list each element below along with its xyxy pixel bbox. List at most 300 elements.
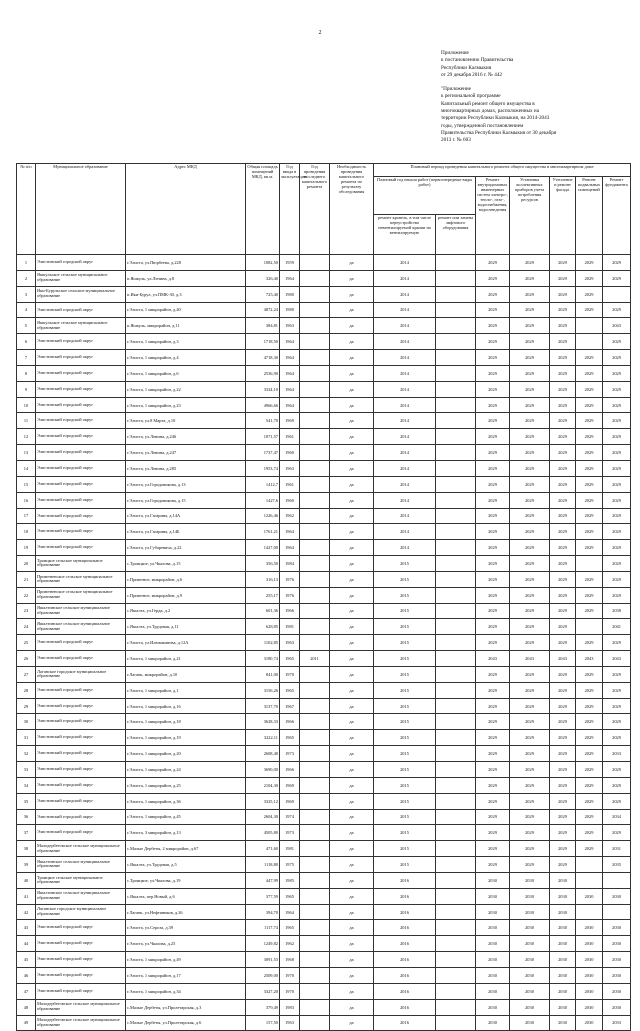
cell-year-last-repair bbox=[300, 524, 330, 540]
cell-plan-facade: 2029 bbox=[550, 793, 576, 809]
cell-row-number: 8 bbox=[17, 365, 36, 381]
cell-plan-elevator bbox=[436, 872, 476, 888]
cell-plan-basement: 2029 bbox=[576, 445, 603, 461]
cell-year-built: 1980 bbox=[280, 286, 300, 302]
cell-municipality: Элистинский городской округ bbox=[36, 967, 126, 983]
cell-plan-foundation: 2029 bbox=[603, 777, 631, 793]
cell-plan-basement: 2029 bbox=[576, 746, 603, 762]
cell-area: 4872,24 bbox=[246, 302, 280, 318]
cell-address: г.Элиста, 1 микрорайон, д.16 bbox=[126, 698, 246, 714]
cell-plan-meters: 2030 bbox=[510, 920, 550, 936]
cell-year-built: 1964 bbox=[280, 397, 300, 413]
cell-municipality: Лаганское городское муниципальное образование bbox=[36, 666, 126, 682]
cell-repair-need: да bbox=[330, 365, 374, 381]
cell-plan-basement: 2029 bbox=[576, 302, 603, 318]
cell-plan-facade: 2029 bbox=[550, 777, 576, 793]
cell-year-built: 1966 bbox=[280, 762, 300, 778]
cell-row-number: 16 bbox=[17, 492, 36, 508]
cell-plan-meters: 2029 bbox=[510, 397, 550, 413]
cell-plan-utilities: 2029 bbox=[476, 508, 510, 524]
cell-plan-elevator bbox=[436, 730, 476, 746]
cell-plan-foundation: 2029 bbox=[603, 429, 631, 445]
cell-plan-utilities: 2029 bbox=[476, 777, 510, 793]
cell-plan-foundation: 2029 bbox=[603, 492, 631, 508]
cell-year-last-repair bbox=[300, 920, 330, 936]
table-row bbox=[17, 777, 631, 793]
cell-repair-need: да bbox=[330, 334, 374, 350]
cell-area: 1427,6 bbox=[246, 492, 280, 508]
cell-area: 2604,30 bbox=[246, 809, 280, 825]
cell-year-built: 1965 bbox=[280, 682, 300, 698]
cell-year-last-repair bbox=[300, 445, 330, 461]
cell-plan-meters: 2029 bbox=[510, 445, 550, 461]
cell-municipality: Лаганское городское муниципальное образование bbox=[36, 904, 126, 920]
cell-municipality: Элистинский городской округ bbox=[36, 746, 126, 762]
header-repair-need: Необходимость проведения капитального ремонта по результату обследования bbox=[330, 164, 374, 255]
table-row bbox=[17, 286, 631, 302]
cell-plan-meters: 2029 bbox=[510, 825, 550, 841]
cell-year-built: 1963 bbox=[280, 460, 300, 476]
cell-year-built: 1976 bbox=[280, 587, 300, 603]
cell-row-number: 7 bbox=[17, 350, 36, 366]
cell-repair-need: да bbox=[330, 460, 374, 476]
cell-plan-facade: 2029 bbox=[550, 698, 576, 714]
cell-plan-roof: 2015 bbox=[374, 730, 436, 746]
cell-row-number: 18 bbox=[17, 524, 36, 540]
cell-plan-elevator bbox=[436, 952, 476, 968]
cell-row-number: 14 bbox=[17, 460, 36, 476]
cell-plan-foundation bbox=[603, 286, 631, 302]
cell-plan-meters: 2030 bbox=[510, 967, 550, 983]
table-row bbox=[17, 556, 631, 572]
cell-plan-elevator bbox=[436, 793, 476, 809]
cell-plan-roof: 2016 bbox=[374, 952, 436, 968]
cell-plan-utilities: 2029 bbox=[476, 841, 510, 857]
cell-municipality: Элистинский городской округ bbox=[36, 793, 126, 809]
cell-row-number: 12 bbox=[17, 429, 36, 445]
cell-plan-meters: 2029 bbox=[510, 762, 550, 778]
cell-year-last-repair bbox=[300, 460, 330, 476]
cell-plan-facade: 2029 bbox=[550, 334, 576, 350]
cell-municipality: Элистинский городской округ bbox=[36, 651, 126, 667]
table-row bbox=[17, 857, 631, 873]
cell-plan-roof: 2014 bbox=[374, 397, 436, 413]
cell-address: г.Элиста, 1 микрорайон, д.40 bbox=[126, 302, 246, 318]
cell-plan-elevator bbox=[436, 302, 476, 318]
table-row bbox=[17, 682, 631, 698]
cell-year-last-repair bbox=[300, 904, 330, 920]
cell-plan-elevator bbox=[436, 635, 476, 651]
cell-plan-basement: 2029 bbox=[576, 492, 603, 508]
cell-address: п.Яшкуль, микрорайон, д.11 bbox=[126, 318, 246, 334]
cell-plan-utilities: 2029 bbox=[476, 730, 510, 746]
cell-plan-meters: 2029 bbox=[510, 556, 550, 572]
table-row bbox=[17, 872, 631, 888]
cell-plan-basement: 2029 bbox=[576, 635, 603, 651]
cell-address: с.Приютное, микрорайон, д.9 bbox=[126, 587, 246, 603]
cell-plan-foundation bbox=[603, 904, 631, 920]
cell-year-last-repair bbox=[300, 492, 330, 508]
cell-municipality: Элистинский городской округ bbox=[36, 524, 126, 540]
cell-plan-roof: 2015 bbox=[374, 619, 436, 635]
cell-plan-roof: 2014 bbox=[374, 318, 436, 334]
cell-plan-utilities: 2029 bbox=[476, 540, 510, 556]
cell-row-number: 26 bbox=[17, 651, 36, 667]
cell-area: 4718,30 bbox=[246, 350, 280, 366]
cell-address: с.Яшалта, ул.Герда, д.2 bbox=[126, 603, 246, 619]
cell-plan-meters: 2030 bbox=[510, 904, 550, 920]
cell-municipality: Яшалтинское сельское муниципальное образование bbox=[36, 888, 126, 904]
cell-plan-elevator bbox=[436, 999, 476, 1015]
cell-plan-elevator bbox=[436, 255, 476, 271]
cell-municipality: Элистинский городской округ bbox=[36, 397, 126, 413]
table-row bbox=[17, 381, 631, 397]
table-row bbox=[17, 904, 631, 920]
cell-plan-elevator bbox=[436, 904, 476, 920]
cell-area: 3325,12 bbox=[246, 793, 280, 809]
cell-row-number: 11 bbox=[17, 413, 36, 429]
cell-municipality: Элистинский городской округ bbox=[36, 983, 126, 999]
table-row bbox=[17, 619, 631, 635]
appendix-line: "Приложение bbox=[441, 86, 471, 93]
cell-area: 2536,90 bbox=[246, 365, 280, 381]
table-row bbox=[17, 445, 631, 461]
cell-year-last-repair bbox=[300, 270, 330, 286]
cell-plan-meters: 2030 bbox=[510, 872, 550, 888]
cell-municipality: Элистинский городской округ bbox=[36, 698, 126, 714]
cell-row-number: 41 bbox=[17, 888, 36, 904]
cell-plan-foundation: 2029 bbox=[603, 397, 631, 413]
cell-plan-utilities: 2029 bbox=[476, 666, 510, 682]
cell-plan-roof: 2016 bbox=[374, 920, 436, 936]
cell-address: г.Элиста, ул.Ленина, д.246 bbox=[126, 429, 246, 445]
cell-plan-elevator bbox=[436, 556, 476, 572]
cell-year-built: 1961 bbox=[280, 429, 300, 445]
cell-year-built: 1970 bbox=[280, 666, 300, 682]
cell-repair-need: да bbox=[330, 255, 374, 271]
table-row bbox=[17, 936, 631, 952]
cell-repair-need: да bbox=[330, 635, 374, 651]
cell-municipality: Элистинский городской округ bbox=[36, 508, 126, 524]
cell-plan-meters: 2030 bbox=[510, 1015, 550, 1031]
cell-row-number: 48 bbox=[17, 999, 36, 1015]
cell-repair-need: да bbox=[330, 730, 374, 746]
cell-plan-roof: 2015 bbox=[374, 714, 436, 730]
cell-plan-foundation: 2029 bbox=[603, 635, 631, 651]
header-year-built: Год ввода в эксплуатацию bbox=[280, 164, 300, 255]
cell-year-built: 1967 bbox=[280, 698, 300, 714]
cell-address: с.Троицкое, ул.Чкалова, д.19 bbox=[126, 872, 246, 888]
cell-plan-elevator bbox=[436, 619, 476, 635]
cell-municipality: Элистинский городской округ bbox=[36, 730, 126, 746]
cell-plan-elevator bbox=[436, 762, 476, 778]
cell-plan-foundation: 2029 bbox=[603, 255, 631, 271]
cell-repair-need: да bbox=[330, 714, 374, 730]
cell-municipality: Малодербетовское сельское муниципальное образование bbox=[36, 841, 126, 857]
cell-plan-basement bbox=[576, 619, 603, 635]
cell-plan-utilities: 2029 bbox=[476, 365, 510, 381]
cell-plan-basement: 2029 bbox=[576, 793, 603, 809]
cell-plan-roof: 2016 bbox=[374, 936, 436, 952]
cell-municipality: Элистинский городской округ bbox=[36, 540, 126, 556]
header-address: Адрес МКД bbox=[126, 164, 246, 255]
table-row bbox=[17, 587, 631, 603]
cell-year-built: 1974 bbox=[280, 809, 300, 825]
cell-plan-elevator bbox=[436, 524, 476, 540]
cell-plan-utilities: 2029 bbox=[476, 429, 510, 445]
cell-plan-facade: 2029 bbox=[550, 556, 576, 572]
cell-plan-roof: 2014 bbox=[374, 302, 436, 318]
table-row bbox=[17, 413, 631, 429]
cell-year-built: 1959 bbox=[280, 255, 300, 271]
cell-plan-basement bbox=[576, 872, 603, 888]
cell-address: г.Элиста, 1 микрорайон, д.4 bbox=[126, 350, 246, 366]
cell-municipality: Элистинский городской округ bbox=[36, 413, 126, 429]
appendix-line: Приложение bbox=[441, 50, 469, 56]
cell-row-number: 33 bbox=[17, 762, 36, 778]
cell-plan-roof: 2015 bbox=[374, 603, 436, 619]
cell-area: 316,13 bbox=[246, 571, 280, 587]
cell-plan-foundation: 2029 bbox=[603, 556, 631, 572]
cell-year-built: 1981 bbox=[280, 619, 300, 635]
header-municipality: Муниципальное образование bbox=[36, 164, 126, 255]
cell-row-number: 1 bbox=[17, 255, 36, 271]
cell-year-built: 1960 bbox=[280, 492, 300, 508]
cell-plan-basement: 2029 bbox=[576, 476, 603, 492]
cell-plan-foundation: 2029 bbox=[603, 413, 631, 429]
cell-plan-basement: 2030 bbox=[576, 936, 603, 952]
cell-repair-need: да bbox=[330, 524, 374, 540]
cell-plan-meters: 2029 bbox=[510, 730, 550, 746]
cell-municipality: Яшкульское сельское муниципальное образование bbox=[36, 270, 126, 286]
cell-plan-foundation: 2029 bbox=[603, 334, 631, 350]
cell-plan-meters: 2029 bbox=[510, 603, 550, 619]
cell-plan-utilities: 2029 bbox=[476, 556, 510, 572]
cell-plan-utilities: 2029 bbox=[476, 603, 510, 619]
cell-plan-elevator bbox=[436, 397, 476, 413]
table-body bbox=[17, 255, 631, 1031]
table-row bbox=[17, 651, 631, 667]
cell-plan-facade: 2030 bbox=[550, 904, 576, 920]
cell-year-last-repair bbox=[300, 857, 330, 873]
cell-plan-roof: 2014 bbox=[374, 540, 436, 556]
cell-plan-basement: 2029 bbox=[576, 524, 603, 540]
cell-repair-need: да bbox=[330, 857, 374, 873]
cell-address: г.Элиста, 1 микрорайон, д.24 bbox=[126, 762, 246, 778]
cell-row-number: 17 bbox=[17, 508, 36, 524]
cell-plan-elevator bbox=[436, 318, 476, 334]
cell-year-last-repair bbox=[300, 365, 330, 381]
cell-plan-meters: 2029 bbox=[510, 587, 550, 603]
cell-plan-meters: 2029 bbox=[510, 777, 550, 793]
cell-year-last-repair bbox=[300, 730, 330, 746]
cell-plan-utilities: 2029 bbox=[476, 302, 510, 318]
cell-row-number: 15 bbox=[17, 476, 36, 492]
cell-plan-roof: 2015 bbox=[374, 746, 436, 762]
cell-row-number: 22 bbox=[17, 587, 36, 603]
cell-area: 356,50 bbox=[246, 556, 280, 572]
cell-plan-basement: 2029 bbox=[576, 397, 603, 413]
cell-municipality: Яшкульское сельское муниципальное образование bbox=[36, 318, 126, 334]
cell-plan-roof: 2015 bbox=[374, 825, 436, 841]
cell-plan-utilities: 2029 bbox=[476, 587, 510, 603]
cell-plan-facade: 2030 bbox=[550, 967, 576, 983]
cell-row-number: 36 bbox=[17, 809, 36, 825]
cell-area: 4505,80 bbox=[246, 825, 280, 841]
cell-area: 1118,80 bbox=[246, 857, 280, 873]
cell-plan-meters: 2043 bbox=[510, 651, 550, 667]
table-row bbox=[17, 888, 631, 904]
cell-plan-facade: 2029 bbox=[550, 255, 576, 271]
cell-plan-foundation: 2029 bbox=[603, 762, 631, 778]
cell-plan-basement: 2030 bbox=[576, 967, 603, 983]
cell-plan-utilities: 2029 bbox=[476, 381, 510, 397]
cell-municipality: Ики-Бурульское сельское муниципальное образование bbox=[36, 286, 126, 302]
cell-municipality: Элистинский городской округ bbox=[36, 492, 126, 508]
cell-plan-basement: 2029 bbox=[576, 730, 603, 746]
cell-municipality: Малодербетовское сельское муниципальное образование bbox=[36, 1015, 126, 1031]
cell-repair-need: да bbox=[330, 270, 374, 286]
cell-address: г.Элиста, 1 микрорайон, д.19 bbox=[126, 730, 246, 746]
cell-row-number: 6 bbox=[17, 334, 36, 350]
cell-year-built: 1965 bbox=[280, 651, 300, 667]
page-number: 2 bbox=[318, 30, 322, 36]
cell-plan-facade: 2029 bbox=[550, 318, 576, 334]
header-utilities: Ремонт внутридомовых инженерных систем электро-, тепло-, газо-, водоснабжения, водоотведения bbox=[476, 177, 510, 255]
cell-repair-need: да bbox=[330, 318, 374, 334]
cell-plan-roof: 2014 bbox=[374, 381, 436, 397]
cell-plan-basement: 2029 bbox=[576, 429, 603, 445]
cell-area: 1427,00 bbox=[246, 540, 280, 556]
cell-municipality: Элистинский городской округ bbox=[36, 682, 126, 698]
cell-year-last-repair bbox=[300, 556, 330, 572]
cell-plan-basement: 2029 bbox=[576, 286, 603, 302]
cell-plan-elevator bbox=[436, 920, 476, 936]
cell-municipality: Элистинский городской округ bbox=[36, 714, 126, 730]
cell-repair-need: да bbox=[330, 666, 374, 682]
header-planned-period: Плановый период проведения капитального ремонта общего имущества в многоквартирном доме bbox=[374, 164, 631, 177]
table-row bbox=[17, 952, 631, 968]
cell-year-built: 1962 bbox=[280, 936, 300, 952]
cell-plan-meters: 2029 bbox=[510, 429, 550, 445]
cell-area: 471,60 bbox=[246, 841, 280, 857]
cell-area: 394,70 bbox=[246, 904, 280, 920]
cell-area: 1071,57 bbox=[246, 429, 280, 445]
cell-year-last-repair bbox=[300, 429, 330, 445]
cell-plan-utilities: 2029 bbox=[476, 445, 510, 461]
cell-year-last-repair bbox=[300, 603, 330, 619]
table-row bbox=[17, 540, 631, 556]
header-foundation: Ремонт фундамента bbox=[603, 177, 631, 255]
cell-plan-foundation: 2029 bbox=[603, 682, 631, 698]
cell-plan-facade: 2029 bbox=[550, 714, 576, 730]
cell-plan-basement: 2030 bbox=[576, 952, 603, 968]
cell-year-last-repair bbox=[300, 872, 330, 888]
cell-repair-need: да bbox=[330, 762, 374, 778]
cell-municipality: Приютненское сельское муниципальное образование bbox=[36, 571, 126, 587]
cell-area: 3327,20 bbox=[246, 983, 280, 999]
cell-repair-need: да bbox=[330, 429, 374, 445]
cell-plan-facade: 2029 bbox=[550, 619, 576, 635]
cell-year-last-repair bbox=[300, 825, 330, 841]
cell-plan-basement: 2029 bbox=[576, 809, 603, 825]
cell-plan-basement: 2030 bbox=[576, 983, 603, 999]
cell-plan-basement: 2043 bbox=[576, 651, 603, 667]
cell-plan-elevator bbox=[436, 888, 476, 904]
cell-plan-elevator bbox=[436, 967, 476, 983]
header-year-last-repair: Год проведения последнего капитального ремонта bbox=[300, 164, 330, 255]
cell-year-built: 1964 bbox=[280, 365, 300, 381]
appendix-line: Республики Калмыкия bbox=[441, 64, 492, 71]
table-row bbox=[17, 809, 631, 825]
appendix-line: годы, утвержденной постановлением bbox=[441, 122, 524, 129]
cell-plan-elevator bbox=[436, 587, 476, 603]
cell-address: с.Яшалта, пер.Новый, д.6 bbox=[126, 888, 246, 904]
cell-row-number: 32 bbox=[17, 746, 36, 762]
cell-plan-facade: 2029 bbox=[550, 540, 576, 556]
cell-area: 1761,21 bbox=[246, 524, 280, 540]
cell-area: 3690,00 bbox=[246, 762, 280, 778]
cell-plan-foundation: 2029 bbox=[603, 571, 631, 587]
appendix-line: Правительства Республики Калмыкия от 30 декабря bbox=[441, 129, 557, 136]
cell-plan-facade: 2029 bbox=[550, 682, 576, 698]
cell-year-built: 1964 bbox=[280, 540, 300, 556]
cell-plan-roof: 2015 bbox=[374, 651, 436, 667]
cell-plan-roof: 2015 bbox=[374, 556, 436, 572]
cell-area: 1226,46 bbox=[246, 508, 280, 524]
cell-plan-utilities: 2029 bbox=[476, 286, 510, 302]
cell-plan-meters: 2029 bbox=[510, 857, 550, 873]
cell-plan-roof: 2014 bbox=[374, 492, 436, 508]
cell-plan-roof: 2016 bbox=[374, 983, 436, 999]
cell-plan-elevator bbox=[436, 508, 476, 524]
cell-municipality: Элистинский городской округ bbox=[36, 365, 126, 381]
cell-municipality: Элистинский городской округ bbox=[36, 809, 126, 825]
cell-plan-roof: 2016 bbox=[374, 872, 436, 888]
cell-plan-facade: 2029 bbox=[550, 270, 576, 286]
table-row bbox=[17, 350, 631, 366]
cell-plan-meters: 2029 bbox=[510, 492, 550, 508]
cell-address: г.Элиста, 1 микрорайон, д.6 bbox=[126, 365, 246, 381]
cell-year-built: 1973 bbox=[280, 746, 300, 762]
cell-year-last-repair bbox=[300, 476, 330, 492]
cell-plan-foundation: 2033 bbox=[603, 1015, 631, 1031]
cell-year-built: 1985 bbox=[280, 872, 300, 888]
cell-repair-need: да bbox=[330, 967, 374, 983]
cell-area: 841,00 bbox=[246, 666, 280, 682]
cell-plan-utilities: 2030 bbox=[476, 888, 510, 904]
cell-plan-elevator bbox=[436, 682, 476, 698]
cell-municipality: Элистинский городской округ bbox=[36, 762, 126, 778]
cell-municipality: Яшалтинское сельское муниципальное образование bbox=[36, 603, 126, 619]
cell-plan-elevator bbox=[436, 936, 476, 952]
cell-plan-utilities: 2030 bbox=[476, 920, 510, 936]
cell-row-number: 46 bbox=[17, 967, 36, 983]
cell-area: 1117,74 bbox=[246, 920, 280, 936]
cell-municipality: Элистинский городской округ bbox=[36, 825, 126, 841]
cell-address: г.Элиста, ул.Ленина, д.285 bbox=[126, 460, 246, 476]
cell-plan-roof: 2014 bbox=[374, 270, 436, 286]
cell-repair-need: да bbox=[330, 777, 374, 793]
cell-plan-foundation: 2029 bbox=[603, 365, 631, 381]
cell-area: 157,50 bbox=[246, 1015, 280, 1031]
cell-address: г.Элиста, ул.Городовикова, д.13 bbox=[126, 476, 246, 492]
cell-repair-need: да bbox=[330, 492, 374, 508]
cell-municipality: Приютненское сельское муниципальное образование bbox=[36, 587, 126, 603]
cell-plan-basement bbox=[576, 556, 603, 572]
cell-plan-elevator bbox=[436, 413, 476, 429]
cell-plan-basement: 2029 bbox=[576, 508, 603, 524]
